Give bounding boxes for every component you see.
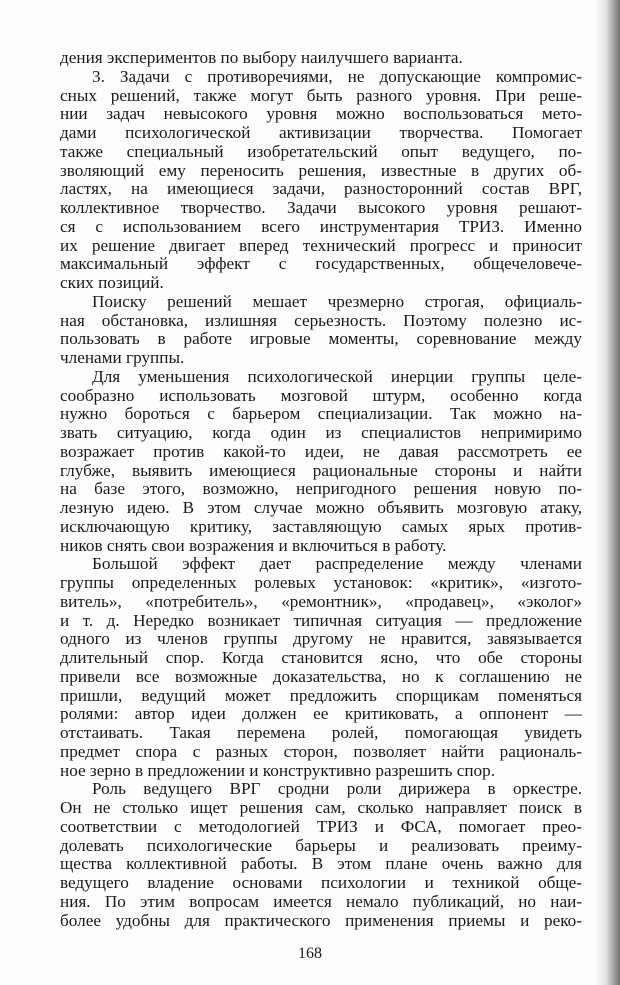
text-line: Большой эффект дает распределение между членами [92, 554, 582, 574]
text-line: дения экспериментов по выбору наилучшего варианта. [60, 48, 463, 67]
text-line: ное зерно в предложении и конструктивно разрешить спор. [60, 760, 496, 780]
text-line: нужно бороться с барьером специализации. Так можно на- [60, 404, 582, 424]
text-line: ников снять свои возражения и включиться в работу. [60, 535, 447, 555]
text-line: витель», «потребитель», «ремонтник», «продавец», «эколог» [60, 591, 582, 611]
text-line: отстаивать. Такая перемена ролей, помогающая увидеть [60, 723, 582, 742]
text-line: членами группы. [60, 348, 185, 367]
text-line: нии задач невысокого уровня можно воспользоваться мето- [60, 104, 582, 124]
text-line: лезную идею. В этом случае можно объявить мозговую атаку, [60, 498, 582, 517]
text-line: максимальный эффект с государственных, общечеловече- [60, 254, 582, 274]
text-line: соответствии с методологией ТРИЗ и ФСА, помогает прео- [60, 816, 582, 836]
text-line: Для уменьшения психологической инерции группы целе- [92, 366, 582, 386]
text-line: ведущего владение основами психологии и техникой обще- [60, 873, 582, 892]
text-line: сных решений, также могут быть разного уровня. При реше- [60, 85, 582, 105]
text-line: длительный спор. Когда становится ясно, что обе стороны [60, 648, 582, 667]
text-line: ских позиций. [60, 273, 164, 292]
text-line: ся с использованием всего инструментария ТРИЗ. Именно [60, 216, 582, 236]
text-line: щества коллективной работы. В этом плане очень важно для [60, 854, 582, 874]
text-line: 3. Задачи с противоречиями, не допускающие компромис- [92, 66, 582, 86]
text-line: на базе этого, возможно, непригодного решения новую по- [60, 479, 582, 499]
text-line: также специальный изобретательский опыт ведущего, по- [60, 141, 582, 161]
text-line: привели все возможные доказательства, но к соглашению не [60, 666, 582, 686]
text-line: Роль ведущего ВРГ сродни роли дирижера в оркестре. [92, 779, 582, 799]
page-edge-shadow [594, 0, 620, 985]
text-line: и т. д. Нередко возникает типичная ситуация — предложение [60, 610, 582, 630]
text-line: пользовать в работе игровые моменты, соревнование между [60, 329, 582, 349]
text-line: возражает против какой-то идеи, не давая рассмотреть ее [60, 441, 582, 461]
text-line: группы определенных ролевых установок: «критик», «изгото- [60, 573, 582, 592]
text-line: ная обстановка, излишняя серьезность. Поэтому полезно ис- [60, 310, 582, 330]
text-line: коллективное творчество. Задачи высокого уровня решают- [60, 198, 582, 217]
text-line: одного из членов группы другому не нравится, завязывается [60, 629, 582, 649]
text-line: звать ситуацию, когда один из специалистов непримиримо [60, 423, 582, 442]
body-text [60, 49, 582, 930]
text-line: исключающую критику, заставляющую самых ярых против- [60, 516, 582, 536]
text-line: ластях, на имеющиеся задачи, разносторонний состав ВРГ, [60, 179, 582, 199]
page-number: 168 [298, 945, 322, 962]
text-line: зволяющий ему переносить решения, известные в других об- [60, 160, 582, 180]
text-line: их решение двигает вперед технический прогресс и приносит [60, 235, 582, 255]
text-line: предмет спора с разных сторон, позволяет найти рациональ- [60, 741, 582, 761]
text-line: более удобны для практического применения приемы и реко- [60, 910, 582, 930]
text-line: ния. По этим вопросам имеется немало публикаций, но наи- [60, 891, 582, 911]
text-line: Поиску решений мешает чрезмерно строгая, официаль- [92, 291, 582, 311]
text-line: Он не столько ищет решения сам, сколько направляет поиск в [60, 798, 582, 817]
text-line: глубже, выявить имеющиеся рациональные стороны и найти [60, 460, 582, 480]
text-line: дами психологической активизации творчества. Помогает [60, 123, 582, 142]
text-line: пришли, ведущий может предложить спорщикам поменяться [60, 685, 582, 705]
text-line: ролями: автор идеи должен ее критиковать, а оппонент — [60, 704, 582, 724]
text-line: сообразно использовать мозговой штурм, особенно когда [60, 385, 582, 405]
text-line: долевать психологические барьеры и реализовать преиму- [60, 835, 582, 855]
